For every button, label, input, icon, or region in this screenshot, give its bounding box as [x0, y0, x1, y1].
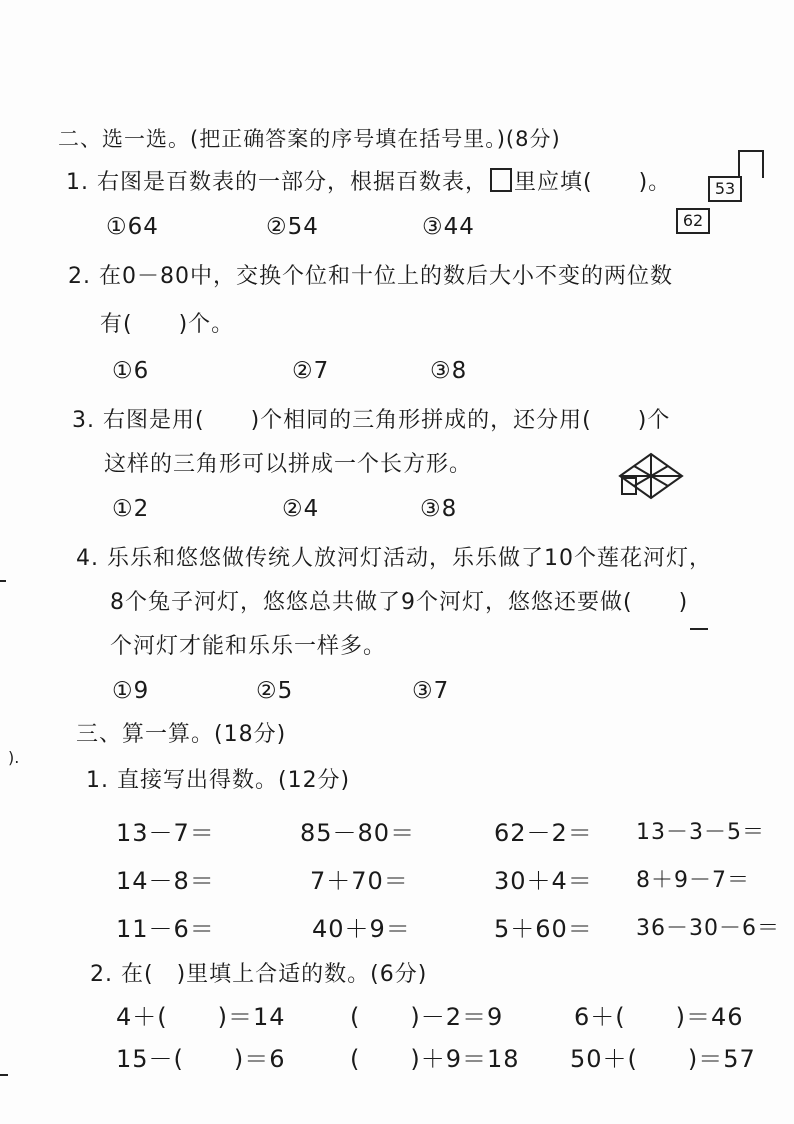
- q2-option-1: ①6: [112, 358, 150, 384]
- fill-r1-c1: 4＋( )＝14: [116, 1003, 286, 1031]
- calc-r2-c3: 30＋4＝: [494, 867, 593, 895]
- q3-option-2: ②4: [282, 496, 320, 522]
- q1-text: [66, 168, 671, 198]
- fill-r2-c2: ( )＋9＝18: [350, 1045, 520, 1073]
- margin-mark: ).: [8, 748, 20, 767]
- margin-dash-2: [0, 1074, 8, 1076]
- section2-title: 二、选一选。(把正确答案的序号填在括号里。)(8分): [58, 127, 561, 151]
- calc-r3-c1: 11－6＝: [116, 915, 215, 943]
- q2-line1: 2. 在0－80中，交换个位和十位上的数后大小不变的两位数: [68, 264, 673, 289]
- calc-r1-c1: 13－7＝: [116, 819, 215, 847]
- q3-line2: 这样的三角形可以拼成一个长方形。: [104, 452, 473, 477]
- triangle-figure-icon: [614, 448, 688, 504]
- q1-option-2: ②54: [266, 214, 319, 240]
- calc-r3-c4: 36－30－6＝: [636, 916, 780, 941]
- q4-line2: 8个兔子河灯，悠悠总共做了9个河灯，悠悠还要做( ): [110, 590, 689, 615]
- calc-r2-c1: 14－8＝: [116, 867, 215, 895]
- q4-option-1: ①9: [112, 678, 150, 704]
- calc-r2-c2: 7＋70＝: [310, 867, 409, 895]
- q4-line3: 个河灯才能和乐乐一样多。: [110, 634, 387, 659]
- q4-line1: 4. 乐乐和悠悠做传统人放河灯活动，乐乐做了10个莲花河灯，: [76, 546, 712, 571]
- calc-r1-c2: 85－80＝: [300, 819, 416, 847]
- part2-title: 2. 在( )里填上合适的数。(6分): [90, 962, 428, 987]
- q1-option-1: ①64: [106, 214, 159, 240]
- margin-dash-1: [0, 580, 6, 582]
- calc-r1-c4: 13－3－5＝: [636, 820, 765, 845]
- fill-r1-c2: ( )－2＝9: [350, 1003, 504, 1031]
- calc-r2-c4: 8＋9－7＝: [636, 868, 750, 893]
- q2-option-2: ②7: [292, 358, 330, 384]
- q3-option-1: ①2: [112, 496, 150, 522]
- blank-box-icon: [490, 168, 512, 192]
- calc-r3-c3: 5＋60＝: [494, 915, 593, 943]
- calc-r3-c2: 40＋9＝: [312, 915, 411, 943]
- fill-r2-c3: 50＋( )＝57: [570, 1045, 756, 1073]
- chart-cell-top: 53: [708, 176, 742, 202]
- q3-option-3: ③8: [420, 496, 458, 522]
- chart-cell-blank: [738, 150, 764, 178]
- q2-line2: 有( )个。: [100, 312, 235, 337]
- fill-r2-c1: 15－( )＝6: [116, 1045, 286, 1073]
- q3-line1: 3. 右图是用( )个相同的三角形拼成的，还分用( )个: [72, 408, 671, 433]
- fill-r1-c3: 6＋( )＝46: [574, 1003, 744, 1031]
- q4-option-2: ②5: [256, 678, 294, 704]
- hundred-chart-fragment: [672, 150, 762, 242]
- chart-cell-bottom: 62: [676, 208, 710, 234]
- section3-title: 三、算一算。(18分): [76, 722, 287, 747]
- part1-title: 1. 直接写出得数。(12分): [86, 768, 351, 793]
- q2-option-3: ③8: [430, 358, 468, 384]
- q1-option-3: ③44: [422, 214, 475, 240]
- q1-text-a: 1. 右图是百数表的一部分，根据百数表，: [66, 170, 488, 195]
- q1-text-b: 里应填( )。: [514, 170, 672, 195]
- q4-option-3: ③7: [412, 678, 450, 704]
- calc-r1-c3: 62－2＝: [494, 819, 593, 847]
- underline-mark: [690, 628, 708, 630]
